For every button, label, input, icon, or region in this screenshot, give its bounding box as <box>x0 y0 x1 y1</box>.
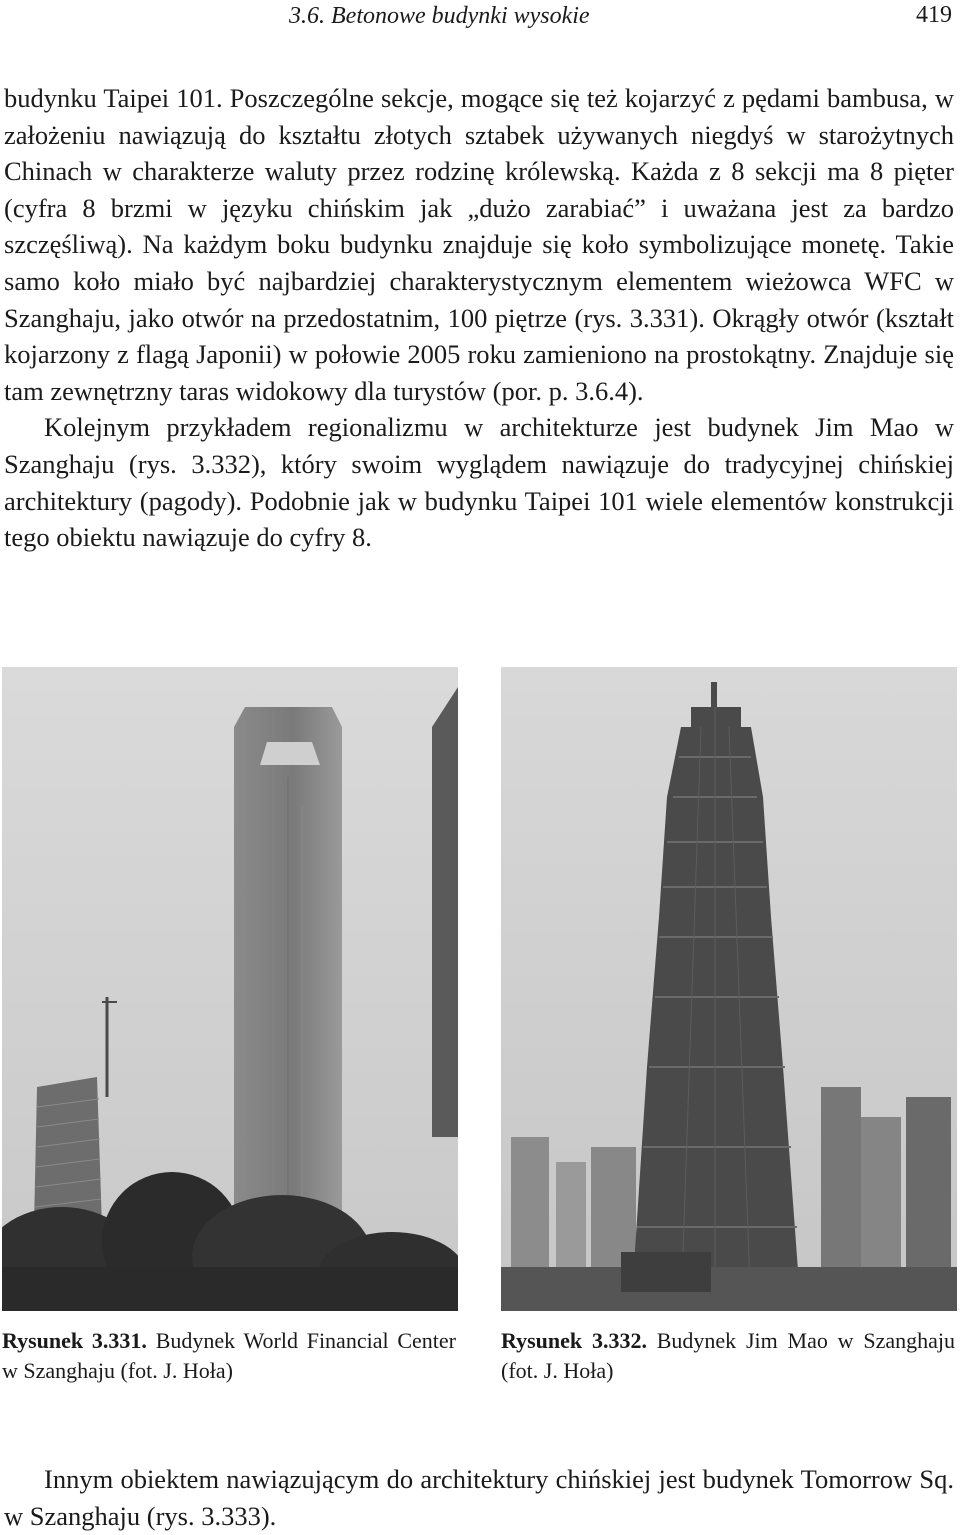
body-text <box>4 80 954 556</box>
section-title: 3.6. Betonowe budynki wysokie <box>289 3 590 29</box>
figure-caption-text: Budynek World Financial Center w Szanghaju (fot. J. Hoła) <box>2 1328 456 1383</box>
paragraph-3: Innym obiektem nawiązującym do architektury chińskiej jest budynek Tomorrow Sq. w Szanghaju (rys. 3.333). <box>4 1464 954 1531</box>
figure-caption-text: Budynek Jim Mao w Szanghaju (fot. J. Hoła) <box>501 1328 955 1383</box>
figure-caption-3-331 <box>2 1326 456 1386</box>
wfc-photo-illustration <box>2 667 458 1311</box>
figure-label: Rysunek 3.331. <box>2 1328 147 1353</box>
paragraph-1: budynku Taipei 101. Poszczególne sekcje, mogące się też kojarzyć z pędami bambusa, w założeniu nawiązują do kształtu złotych sztabek używanych niegdyś w starożytnych Chinach w charakterze waluty przez rodzinę królewską. Każda z 8 sekcji ma 8 pięter (cyfra 8 brzmi w języku chińskim jak „dużo zarabiać” i uważana jest za bardzo szczęśliwą). Na każdym boku budynku znajduje się koło symbolizujące monetę. Takie samo koło miało być najbardziej charakterystycznym elementem wieżowca WFC w Szanghaju, jako otwór na przedostatnim, 100 piętrze (rys. 3.331). Okrągły otwór (kształt kojarzony z flagą Japonii) w połowie 2005 roku zamieniono na prostokątny. Znajduje się tam zewnętrzny taras widokowy dla turystów (por. p. 3.6.4). <box>4 83 954 406</box>
closing-paragraph <box>4 1461 954 1534</box>
figure-wfc-photo <box>2 667 458 1311</box>
page-number: 419 <box>916 2 952 28</box>
page-header <box>0 0 960 40</box>
figure-label: Rysunek 3.332. <box>501 1328 647 1353</box>
figure-caption-3-332 <box>501 1326 955 1386</box>
jinmao-photo-illustration <box>501 667 957 1311</box>
paragraph-2: Kolejnym przykładem regionalizmu w architekturze jest budynek Jim Mao w Szanghaju (rys. 3.332), który swoim wyglądem nawiązuje do tradycyjnej chińskiej architektury (pagody). Podobnie jak w budynku Taipei 101 wiele elementów konstrukcji tego obiektu nawiązuje do cyfry 8. <box>4 412 954 553</box>
figure-jinmao-photo <box>501 667 957 1311</box>
